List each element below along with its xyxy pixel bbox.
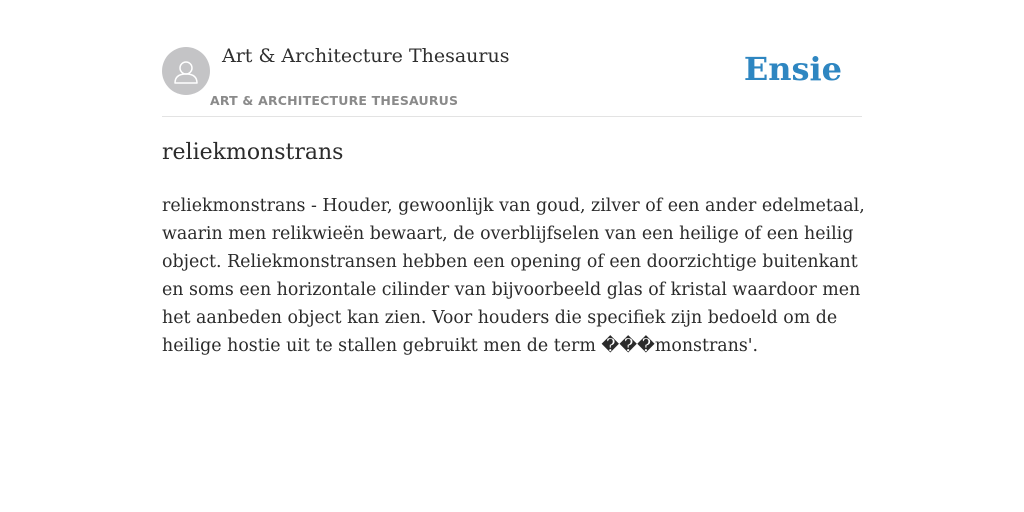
entry-header: [162, 0, 862, 117]
author-avatar[interactable]: [162, 47, 210, 95]
brand-logo[interactable]: Ensie: [743, 50, 842, 88]
entry-definition: reliekmonstrans - Houder, gewoonlijk van goud, zilver of een ander edelmetaal, waarin men relikwieën bewaart, de overblijfselen van een heilige of een heilig object. Reliekmonstransen hebben een opening of een doorzichtige buitenkant en soms een horizontale cilinder van bijvoorbeeld glas of kristal waardoor men het aanbeden object kan zien. Voor houders die specifiek zijn bedoeld om de heilige hostie uit te stallen gebruikt men de term ���monstrans'.: [162, 196, 865, 356]
entry-title: reliekmonstrans: [162, 140, 344, 165]
user-silhouette-icon: [162, 47, 210, 95]
source-label[interactable]: ART & ARCHITECTURE THESAURUS: [210, 93, 459, 108]
entry-card: [162, 0, 865, 512]
author-name[interactable]: Art & Architecture Thesaurus: [222, 45, 510, 67]
